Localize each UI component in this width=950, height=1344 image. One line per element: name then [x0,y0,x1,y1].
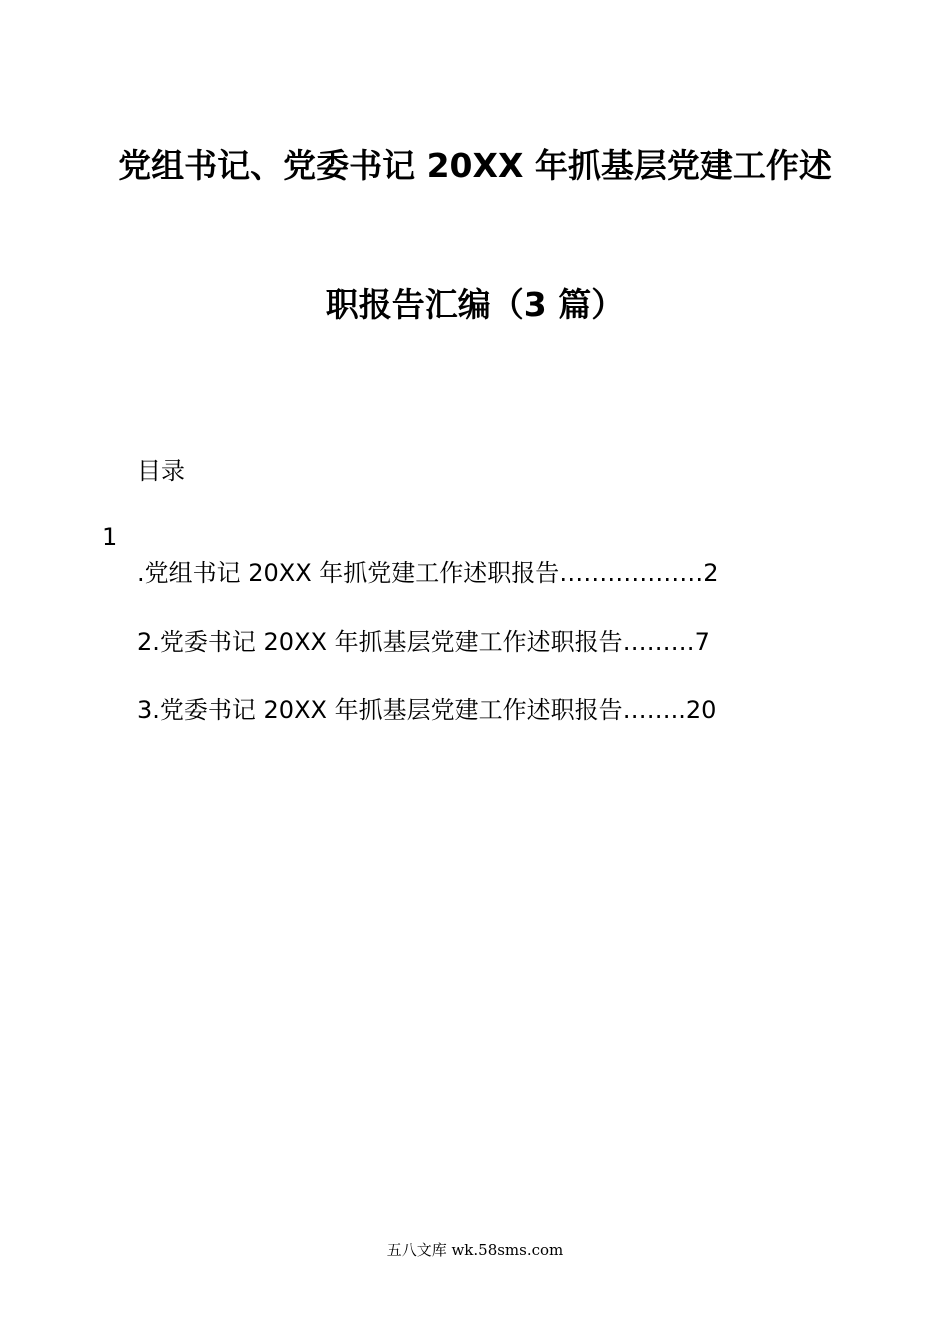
toc-entry-1-number: 1 [102,523,118,551]
toc-entry-2[interactable]: 2.党委书记 20XX 年抓基层党建工作述职报告………7 [137,628,710,656]
footer-watermark: 五八文库 wk.58sms.com [386,1241,564,1259]
toc-heading: 目录 [137,457,185,485]
toc-entry-1[interactable]: .党组书记 20XX 年抓党建工作述职报告………………2 [137,559,719,587]
document-title-line-2: 职报告汇编（3 篇） [325,285,625,324]
toc-entry-3[interactable]: 3.党委书记 20XX 年抓基层党建工作述职报告……..20 [137,696,717,724]
document-title-line-1: 党组书记、党委书记 20XX 年抓基层党建工作述 [118,146,832,185]
